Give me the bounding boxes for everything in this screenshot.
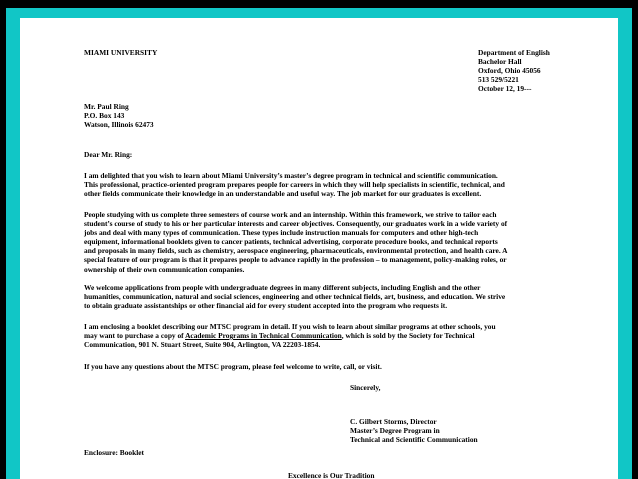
text-line: humanities, communication, natural and social sciences, engineering and other technical fields, art, business, and education. We strive [84, 292, 506, 302]
text-line: to obtain graduate assistantships or other financial aid for every student accepted into the program who requests it. [84, 301, 448, 311]
text-line: People studying with us complete three semesters of course work and an internship. Within this framework, we strive to tailor each [84, 210, 497, 219]
department-phone: 513 529/5221 [478, 75, 519, 85]
enclosure-note: Enclosure: Booklet [84, 448, 145, 457]
signer-title-2: Technical and Scientific Communication [350, 435, 478, 445]
letter-date: October 12, 19--- [478, 84, 532, 94]
text-fragment: may want to purchase a copy of [84, 331, 186, 341]
closing: Sincerely, [350, 383, 381, 392]
text-line: other fields communicate their knowledge in an understandable and useful way. The job market for our graduates is excellent. [84, 189, 482, 199]
text-line [84, 331, 600, 340]
recipient-name: Mr. Paul Ring [84, 102, 129, 111]
recipient-city: Watson, Illinois 62473 [84, 120, 154, 130]
recipient-box: P.O. Box 143 [84, 111, 125, 121]
text-line: We welcome applications from people with undergraduate degrees in many different subjects, including English and the other [84, 283, 481, 292]
recipient-address [84, 102, 154, 129]
book-title-link: Academic Programs in Technical Communication [185, 331, 342, 341]
university-name: MIAMI UNIVERSITY [84, 48, 158, 57]
signer-title-1: Master’s Degree Program in [350, 426, 440, 436]
paragraph-questions [84, 362, 600, 371]
text-line: equipment, informational booklets given to cancer patients, technical advertising, corporate procedure books, and technical reports [84, 237, 498, 247]
paragraph-applications [84, 283, 600, 310]
department-address [478, 48, 550, 93]
paragraph-intro [84, 171, 600, 198]
text-line: ownership of their own communication companies. [84, 264, 245, 274]
department-building: Bachelor Hall [478, 57, 522, 67]
text-line: If you have any questions about the MTSC program, please feel welcome to write, call, or visit. [84, 362, 382, 371]
university-motto: Excellence is Our Tradition [288, 471, 375, 479]
text-line: and proposals in many fields, such as chemistry, aerospace engineering, pharmaceuticals, environmental protection, and health care. A [84, 246, 508, 256]
signature-block [350, 417, 478, 444]
text-line: I am enclosing a booklet describing our MTSC program in detail. If you wish to learn about similar programs at other schools, you [84, 322, 496, 331]
text-line: This professional, practice-oriented program prepares people for careers in which they will help specialists in scientific, technical, and [84, 180, 505, 190]
letter-page [20, 18, 618, 479]
text-line: I am delighted that you wish to learn about Miami University’s master’s degree program in technical and scientific communication. [84, 171, 498, 180]
text-line: Communication, 901 N. Stuart Street, Suite 904, Arlington, VA 22203-1854. [84, 340, 321, 350]
text-line: special feature of our program is that it prepares people to advance rapidly in the profession – to management, policy-making roles, or [84, 255, 507, 265]
department-name: Department of English [478, 48, 550, 57]
text-fragment: , which is sold by the Society for Technical [341, 331, 475, 341]
paragraph-program [84, 210, 600, 274]
text-line: student’s course of study to his or her particular interests and career objectives. Consequently, our graduates work in a wide variety of [84, 219, 508, 229]
department-city: Oxford, Ohio 45056 [478, 66, 541, 76]
salutation: Dear Mr. Ring: [84, 150, 133, 159]
signer-name: C. Gilbert Storms, Director [350, 417, 437, 426]
paragraph-booklet [84, 322, 600, 349]
text-line: jobs and deal with many types of communication. These types include instruction manuals for computers and other high-tech [84, 228, 479, 238]
